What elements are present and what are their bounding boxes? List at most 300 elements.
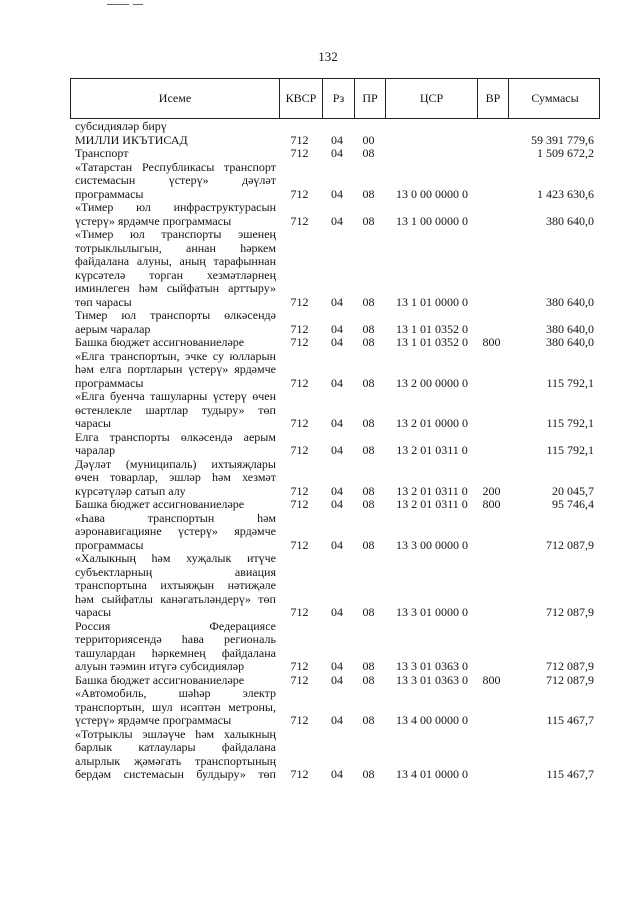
name-word: һәм: [212, 470, 231, 484]
name-word: «Тимер: [75, 200, 114, 214]
name-word: төп: [258, 767, 276, 781]
pr-cell: 08: [362, 213, 375, 228]
rz-cell: 04: [331, 186, 343, 201]
rz-cell: 04: [331, 375, 343, 390]
name-word: «Һава: [75, 510, 105, 525]
sum-cell: 59 391 779,6: [531, 132, 594, 147]
row-name-line: [75, 552, 276, 566]
name-word: үстерү: [212, 389, 247, 403]
pr-cell: 08: [362, 497, 375, 511]
row-name: [70, 228, 278, 309]
sum-cell: 712 087,9: [546, 659, 594, 673]
kvsr-cell: 712: [290, 672, 309, 687]
rz-cell: 04: [331, 713, 343, 727]
name-word: нәтиҗәле: [227, 578, 276, 592]
name-word: инфраструктурасын: [173, 200, 276, 214]
pr-cell: 08: [362, 537, 375, 552]
name-word: шәһәр: [178, 686, 211, 700]
csr-cell: 13 1 01 0352 0: [396, 321, 468, 336]
name-word: Елга: [75, 429, 99, 444]
sum-cell: 115 792,1: [546, 375, 594, 390]
kvsr-cell: 712: [290, 213, 309, 228]
name-word: күрсәтелә: [75, 267, 126, 282]
page-number: 132: [318, 49, 338, 64]
pr-cell: 08: [362, 672, 375, 687]
sum-cell: 380 640,0: [546, 294, 594, 309]
name-word: транспорты: [109, 429, 170, 444]
row-name-line: [75, 431, 276, 445]
name-word: тудыру»: [201, 402, 245, 417]
name-word: өчен: [75, 470, 99, 484]
row-name: [70, 687, 278, 728]
pr-cell: [353, 120, 384, 134]
vr-cell: [476, 134, 507, 148]
name-word: су: [212, 348, 224, 363]
row-name-line: [75, 647, 276, 661]
row-name-line: [75, 404, 276, 418]
name-word: эшләүче: [142, 726, 186, 741]
table-row: [70, 458, 600, 499]
row-name: [70, 201, 278, 228]
name-word: халыкның: [223, 726, 276, 741]
row-name-line: [75, 269, 276, 283]
vr-cell: [476, 606, 507, 620]
row-name-line: программасы: [75, 375, 144, 390]
rz-cell: 04: [331, 659, 343, 673]
csr-cell: [384, 134, 476, 148]
csr-cell: 13 3 01 0363 0: [396, 659, 468, 673]
name-word: портларын: [127, 362, 183, 376]
name-word: субъектларның: [75, 564, 153, 579]
vr-cell: 800: [482, 672, 501, 687]
name-word: транспорты: [161, 227, 222, 241]
pr-cell: 08: [362, 416, 375, 430]
row-name: [70, 336, 278, 350]
row-name-line: [75, 174, 276, 188]
pr-cell: 08: [362, 294, 375, 309]
name-word: электр: [242, 686, 276, 700]
header-sum: Суммасы: [508, 79, 601, 118]
name-word: тотрыклылыгын,: [75, 240, 162, 255]
name-word: алуны,: [136, 254, 172, 268]
name-word: төп: [258, 402, 276, 417]
csr-cell: 13 1 01 0000 0: [396, 294, 468, 309]
name-word: хезмәт: [242, 470, 276, 484]
name-word: метроны,: [228, 699, 276, 714]
row-name-line: үстерү» ярдәмче программасы: [75, 713, 232, 727]
scan-mark: [107, 4, 129, 5]
vr-cell: [476, 768, 507, 782]
table-row: [70, 512, 600, 553]
row-name-line: чарасы: [75, 416, 112, 430]
vr-cell: [476, 660, 507, 674]
name-word: транспортын: [147, 510, 215, 525]
table-row: [70, 431, 600, 458]
table-row: [70, 552, 600, 620]
row-name-line: [75, 309, 276, 323]
name-word: «Татарстан: [75, 159, 133, 174]
name-word: файдалана: [221, 645, 276, 660]
table-body: [70, 120, 600, 782]
row-name: [70, 620, 278, 674]
row-name-line: төп чарасы: [75, 294, 132, 309]
vr-cell: 200: [482, 483, 501, 498]
pr-cell: 08: [362, 375, 375, 390]
table-row: [70, 201, 600, 228]
row-name-line: [75, 255, 276, 269]
name-word: ярдәмче: [234, 362, 276, 376]
vr-cell: [476, 120, 507, 134]
vr-cell: [476, 377, 507, 391]
name-word: һәм: [257, 510, 276, 525]
rz-cell: [321, 120, 353, 134]
row-name: [70, 350, 278, 391]
name-word: юл: [130, 227, 145, 241]
row-name-line: [75, 768, 276, 782]
name-word: транспортына: [75, 578, 147, 592]
vr-cell: [476, 188, 507, 202]
row-name: [70, 431, 278, 458]
name-word: тарафыннан: [213, 254, 276, 268]
row-name-line: [75, 350, 276, 364]
row-name: [70, 147, 278, 161]
kvsr-cell: 712: [290, 483, 309, 498]
kvsr-cell: 712: [290, 294, 309, 309]
table-row: [70, 350, 600, 391]
row-name: [70, 728, 278, 782]
csr-cell: 13 2 00 0000 0: [396, 375, 468, 390]
name-word: системасын: [75, 173, 136, 187]
csr-cell: 13 1 01 0352 0: [396, 335, 468, 349]
kvsr-cell: 712: [290, 713, 309, 727]
kvsr-cell: 712: [290, 132, 309, 147]
row-name-line: [75, 579, 276, 593]
row-name-line: [75, 282, 276, 296]
csr-cell: 13 2 01 0311 0: [396, 483, 468, 498]
name-word: эшләр: [169, 470, 201, 484]
name-word: алырлык: [75, 753, 121, 768]
table-row: [70, 134, 600, 148]
name-word: файдалана: [221, 740, 276, 754]
table-row: [70, 309, 600, 336]
name-word: Республикасы: [141, 159, 215, 174]
name-word: ташулардан: [75, 645, 136, 660]
pr-cell: 08: [362, 605, 375, 619]
table-row: [70, 728, 600, 782]
name-word: транспортын,: [75, 699, 145, 714]
row-name-line: программасы: [75, 537, 144, 552]
row-name: [70, 458, 278, 499]
pr-cell: 08: [362, 767, 375, 781]
name-word: юлларын: [229, 348, 276, 363]
name-word: аэронавигацияне: [75, 524, 162, 538]
name-word: транспортының: [195, 753, 276, 768]
name-word: файдалана: [75, 254, 130, 268]
row-name: [70, 390, 278, 431]
row-name: [70, 161, 278, 202]
rz-cell: 04: [331, 132, 343, 147]
name-word: сыйфатлы: [101, 591, 153, 606]
sum-cell: 712 087,9: [546, 537, 594, 552]
csr-cell: 13 0 00 0000 0: [396, 186, 468, 201]
name-word: һәм: [75, 591, 94, 606]
name-word: «Елга: [75, 348, 105, 363]
kvsr-cell: 712: [290, 537, 309, 552]
vr-cell: [476, 147, 507, 161]
kvsr-cell: 712: [290, 186, 309, 201]
pr-cell: 08: [362, 443, 375, 457]
row-name-line: үстерү» ярдәмче программасы: [75, 213, 232, 228]
name-word: хезмәтләрнең: [206, 267, 276, 282]
pr-cell: 00: [362, 132, 375, 147]
rz-cell: 04: [331, 213, 343, 228]
kvsr-cell: 712: [290, 416, 309, 430]
table-row: [70, 336, 600, 350]
name-word: транспорт: [224, 159, 276, 174]
table-row: [70, 498, 600, 512]
sum-cell: [507, 120, 600, 134]
rz-cell: 04: [331, 321, 343, 336]
sum-cell: 380 640,0: [546, 321, 594, 336]
row-name-line: [75, 566, 276, 580]
rz-cell: 04: [331, 146, 343, 160]
name-word: аннан: [186, 240, 216, 255]
name-word: Федерациясе: [209, 618, 276, 633]
row-name-line: [75, 741, 276, 755]
table-row: [70, 674, 600, 688]
vr-cell: [476, 714, 507, 728]
name-word: сыйфатын: [166, 281, 220, 295]
csr-cell: 13 4 00 0000 0: [396, 713, 468, 727]
name-word: аерым: [243, 429, 276, 444]
name-word: дәүләт: [241, 173, 276, 187]
name-word: юл: [136, 200, 151, 214]
name-word: авиация: [234, 564, 276, 579]
csr-cell: 13 2 01 0311 0: [396, 443, 468, 457]
name-word: территориясендә: [75, 632, 162, 646]
row-name-line: Башка бюджет ассигнованиеләре: [75, 672, 245, 687]
row-name-line: [75, 228, 276, 242]
name-word: эчке: [185, 348, 208, 363]
name-word: исәптән: [180, 699, 221, 714]
row-name-line: [75, 593, 276, 607]
name-word: үстерү»: [168, 173, 209, 187]
sum-cell: 1 509 672,2: [537, 146, 594, 160]
name-word: транспорты: [150, 308, 211, 322]
kvsr-cell: 712: [290, 443, 309, 457]
name-word: (муниципаль): [125, 456, 197, 471]
row-name-line: алуын тәэмин итүгә субсидияләр: [75, 659, 245, 673]
name-word: өлкәсендә: [180, 429, 233, 444]
name-word: һәркем: [240, 240, 276, 255]
kvsr-cell: [278, 120, 321, 134]
row-name-line: Башка бюджет ассигнованиеләре: [75, 497, 245, 511]
vr-cell: [476, 296, 507, 310]
csr-cell: 13 3 00 0000 0: [396, 537, 468, 552]
sum-cell: 712 087,9: [546, 672, 594, 687]
name-word: итүче: [246, 551, 276, 565]
kvsr-cell: 712: [290, 605, 309, 619]
header-rz: Рз: [322, 79, 354, 118]
row-name-line: Транспорт: [75, 146, 129, 160]
row-name: [70, 120, 278, 134]
header-pr: ПР: [354, 79, 385, 118]
name-word: региональ: [224, 632, 276, 646]
kvsr-cell: 712: [290, 146, 309, 160]
name-word: барлык: [75, 740, 113, 754]
name-word: ихтыяҗын: [160, 578, 215, 592]
sum-cell: 95 746,4: [552, 497, 594, 511]
table-row: [70, 161, 600, 202]
vr-cell: 800: [482, 497, 501, 511]
pr-cell: 08: [362, 321, 375, 336]
row-name-line: [75, 471, 276, 485]
row-name: [70, 498, 278, 512]
row-name-line: [75, 201, 276, 215]
table-row: [70, 228, 600, 309]
pr-cell: 08: [362, 186, 375, 201]
row-name-line: МИЛЛИ ИКЪТИСАД: [75, 132, 188, 147]
row-name-line: чаралар: [75, 443, 116, 457]
vr-cell: 800: [482, 335, 501, 349]
rz-cell: 04: [331, 443, 343, 457]
name-word: төп: [258, 591, 276, 606]
name-word: һәм: [138, 281, 158, 295]
name-word: өлкәсендә: [224, 308, 276, 322]
row-name-line: [75, 755, 276, 769]
name-word: үстерү»: [178, 524, 218, 538]
row-name-line: [75, 363, 276, 377]
name-word: һәм: [151, 551, 171, 565]
table-row: [70, 147, 600, 161]
rz-cell: 04: [331, 416, 343, 430]
row-name-line: [75, 512, 276, 526]
table-row: [70, 120, 600, 134]
name-word: иминлеген: [75, 281, 130, 295]
csr-cell: 13 2 01 0311 0: [396, 497, 468, 511]
header-name: Исеме: [158, 91, 192, 105]
name-word: катлаулары: [138, 740, 196, 754]
kvsr-cell: 712: [290, 375, 309, 390]
csr-cell: 13 3 01 0363 0: [396, 672, 468, 687]
name-word: шул: [151, 699, 173, 714]
table-header: [70, 78, 600, 119]
name-word: җәмәгать: [134, 753, 182, 768]
name-word: канәгатьләндерү»: [160, 591, 251, 606]
name-word: Дәүләт: [75, 456, 112, 471]
csr-cell: 13 1 00 0000 0: [396, 213, 468, 228]
kvsr-cell: 712: [290, 335, 309, 349]
name-word: эшенең: [238, 227, 276, 241]
row-name-line: Башка бюджет ассигнованиеләре: [75, 335, 245, 349]
name-word: «Тотрыклы: [75, 726, 133, 741]
row-name: [70, 134, 278, 148]
row-name-line: программасы: [75, 186, 144, 201]
name-word: һәм: [75, 362, 94, 376]
row-name-line: чарасы: [75, 605, 112, 619]
name-word: өчен: [252, 389, 276, 403]
sum-cell: 115 467,7: [546, 713, 594, 727]
csr-cell: [384, 147, 476, 161]
kvsr-cell: 712: [290, 497, 309, 511]
sum-cell: 712 087,9: [546, 605, 594, 619]
row-name-line: күрсәтүләр сатып алу: [75, 483, 186, 498]
pr-cell: 08: [362, 146, 375, 160]
vr-cell: [476, 539, 507, 553]
row-name: [70, 674, 278, 688]
name-word: юл: [121, 308, 137, 322]
header-csr: ЦСР: [385, 79, 477, 118]
name-word: Тимер: [75, 308, 108, 322]
kvsr-cell: 712: [290, 659, 309, 673]
name-word: аның: [179, 254, 206, 268]
rz-cell: 04: [331, 335, 343, 349]
name-word: һәркемнең: [151, 645, 206, 660]
name-word: транспортын,: [110, 348, 180, 363]
name-word: «Халыкның: [75, 551, 136, 565]
name-word: елга: [99, 362, 122, 376]
pr-cell: 08: [362, 483, 375, 498]
pr-cell: 08: [362, 335, 375, 349]
sum-cell: 1 423 630,6: [537, 186, 594, 201]
row-name-line: [75, 728, 276, 742]
header-vr: ВР: [477, 79, 508, 118]
row-name-line: [75, 242, 276, 256]
table-row: [70, 620, 600, 674]
name-word: шартлар: [145, 402, 189, 417]
csr-cell: 13 4 01 0000 0: [396, 767, 468, 781]
table-row: [70, 390, 600, 431]
header-kvsr: КВСР: [279, 79, 322, 118]
row-name-line: [75, 701, 276, 715]
name-word: өстенлекле: [75, 402, 132, 417]
vr-cell: [476, 215, 507, 229]
vr-cell: [476, 417, 507, 431]
csr-cell: 13 3 01 0000 0: [396, 605, 468, 619]
pr-cell: 08: [362, 659, 375, 673]
name-word: Россия: [75, 618, 111, 633]
vr-cell: [476, 444, 507, 458]
row-name-line: аерым чаралар: [75, 321, 151, 336]
vr-cell: [476, 323, 507, 337]
rz-cell: 04: [331, 767, 343, 781]
name-word: ихтыяҗлары: [211, 456, 276, 471]
row-name-line: [75, 620, 276, 634]
name-word: буенча: [110, 389, 145, 403]
name-word: хуҗалык: [186, 551, 232, 565]
name-word: бердәм: [75, 767, 112, 781]
kvsr-cell: 712: [290, 321, 309, 336]
name-word: «Тимер: [75, 227, 114, 241]
row-name: [70, 309, 278, 336]
row-name-line: субсидияләр бирү: [75, 119, 167, 133]
row-name-line: [75, 161, 276, 175]
name-word: һәм: [195, 726, 215, 741]
name-word: товарлар,: [109, 470, 159, 484]
name-word: ярдәмче: [234, 524, 276, 538]
row-name-line: [75, 633, 276, 647]
rz-cell: 04: [331, 483, 343, 498]
name-word: «Елга: [75, 389, 105, 403]
row-name-line: [75, 525, 276, 539]
name-word: системасын: [123, 767, 184, 781]
sum-cell: 380 640,0: [546, 213, 594, 228]
name-word: «Автомобиль,: [75, 686, 147, 700]
sum-cell: 380 640,0: [546, 335, 594, 349]
row-name-line: [75, 458, 276, 472]
rz-cell: 04: [331, 537, 343, 552]
kvsr-cell: 712: [290, 767, 309, 781]
